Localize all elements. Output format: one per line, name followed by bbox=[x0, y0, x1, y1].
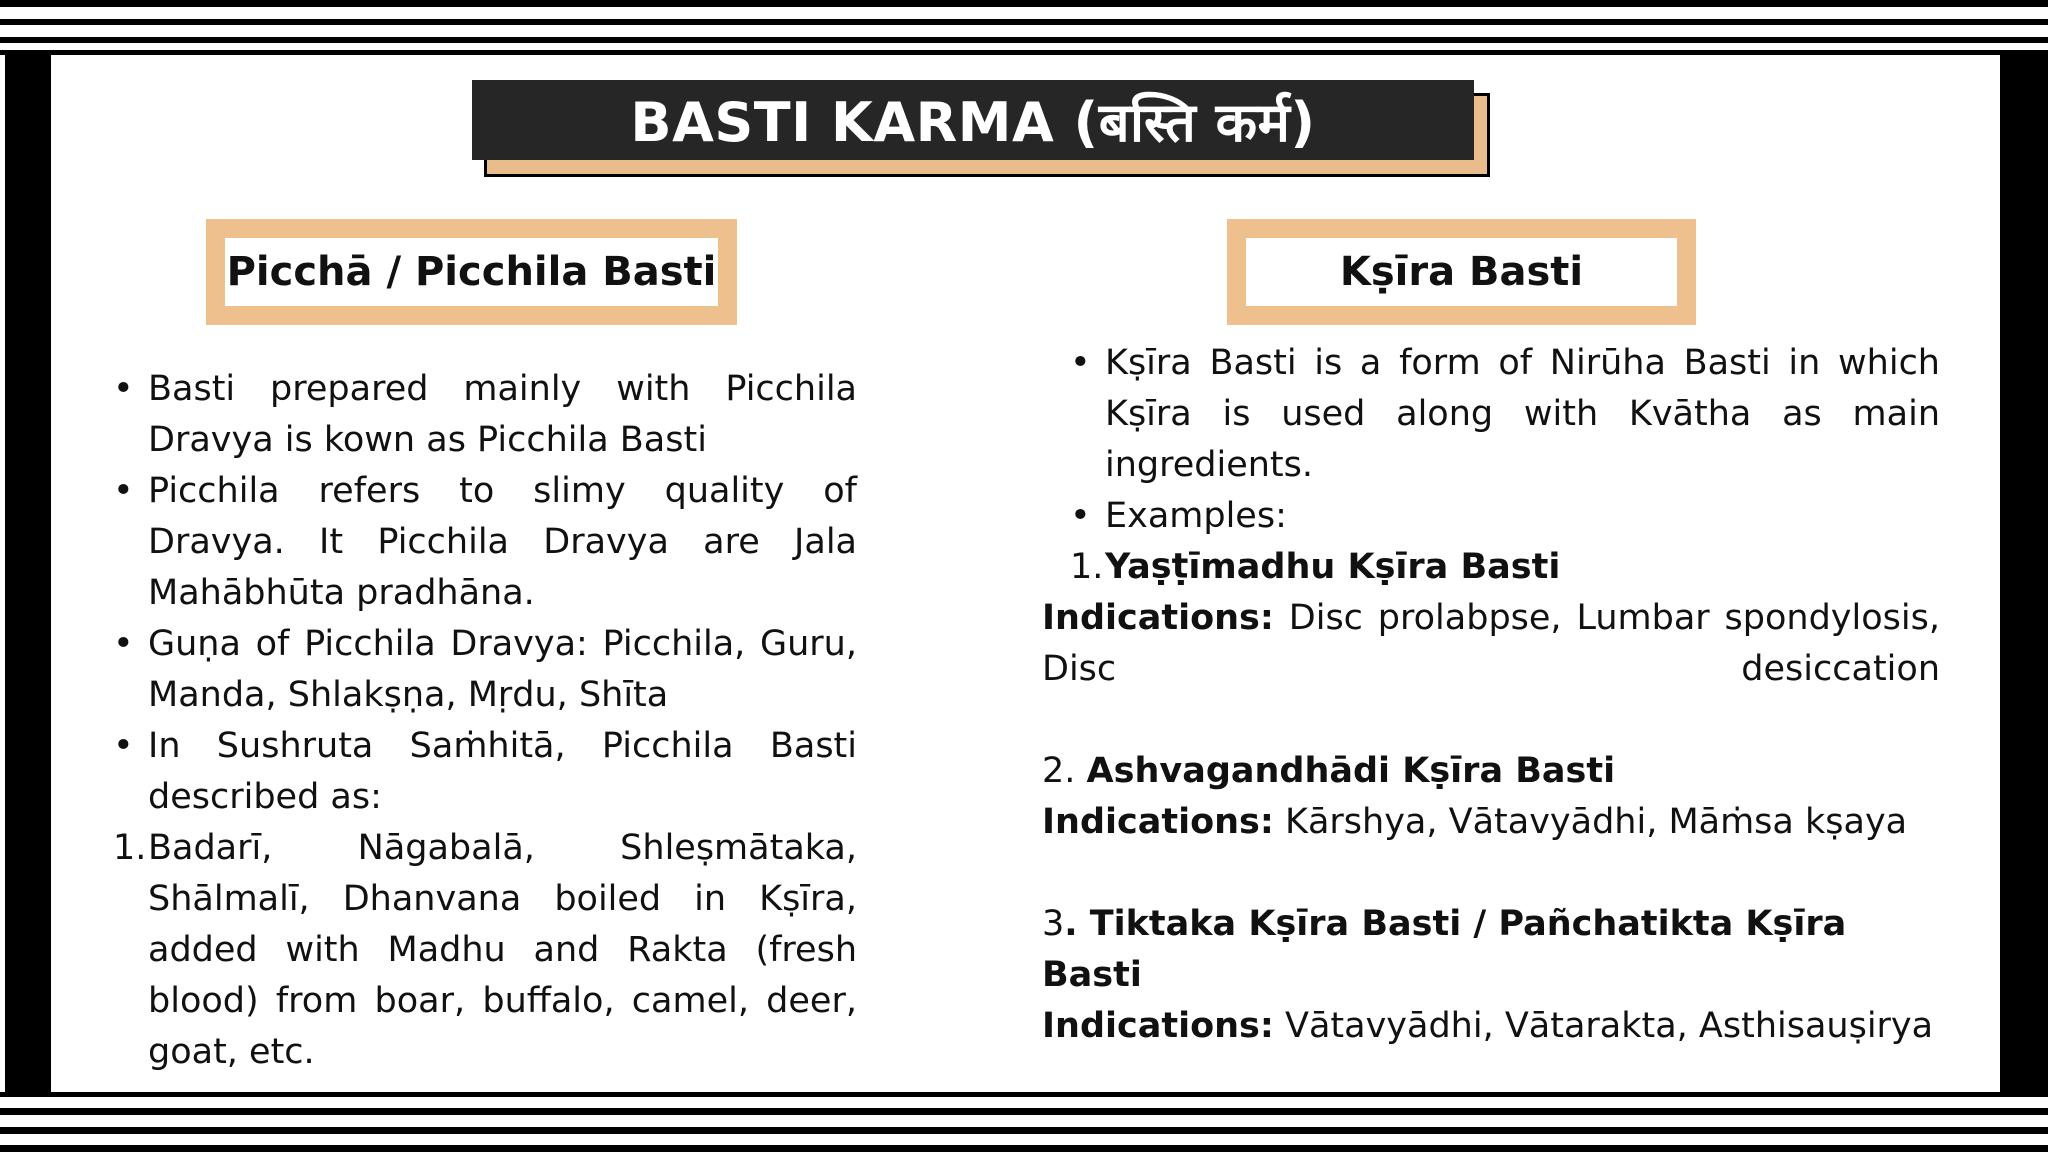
numbered-item: 1. Badarī, Nāgabalā, Shleṣmātaka, Shālmalī, Dhanvana boiled in Kṣīra, added with Madhu and Rakta (fresh blood) from boar, buffalo, camel, deer, goat, etc. bbox=[113, 828, 857, 1072]
example-title-2: 2. Ashvagandhādi Kṣīra Basti bbox=[1042, 751, 1616, 791]
list-item: • Basti prepared mainly with Picchila Dravya is kown as Picchila Basti bbox=[113, 364, 857, 466]
list-item: • Kṣīra Basti is a form of Nirūha Basti in which Kṣīra is used along with Kvātha as main ingredients. bbox=[1070, 338, 1940, 491]
page-title: BASTI KARMA (बस्ति कर्म) bbox=[630, 91, 1316, 154]
top-stripe-1 bbox=[0, 0, 2048, 7]
example-title-1: 1. Yaṣṭīmadhu Kṣīra Basti bbox=[1070, 547, 1561, 587]
bottom-stripe-3 bbox=[0, 1127, 2048, 1134]
bullet-icon: • bbox=[113, 471, 134, 511]
bullet-icon: • bbox=[1070, 496, 1091, 536]
right-heading: Kṣīra Basti bbox=[1339, 249, 1584, 295]
top-stripe-3 bbox=[0, 37, 2048, 43]
bottom-stripe-1 bbox=[0, 1092, 2048, 1097]
bullet-icon: • bbox=[113, 726, 134, 766]
example-title-3: 3. Tiktaka Kṣīra Basti / Pañchatikta Kṣīra Basti bbox=[1042, 904, 1847, 995]
example-indications-2: Indications: Kārshya, Vātavyādhi, Māṁsa kṣaya bbox=[1042, 802, 1908, 842]
list-item: • In Sushruta Saṁhitā, Picchila Basti described as: bbox=[113, 721, 857, 823]
bottom-stripe-2 bbox=[0, 1108, 2048, 1115]
list-item: • Guṇa of Picchila Dravya: Picchila, Guru, Manda, Shlakṣṇa, Mṛdu, Shīta bbox=[113, 619, 857, 721]
example-indications-3: Indications: Vātavyādhi, Vātarakta, Asthisauṣirya bbox=[1042, 1006, 1934, 1046]
spacer bbox=[1042, 848, 1940, 899]
left-heading-box bbox=[206, 219, 737, 325]
right-column-content bbox=[1042, 338, 1940, 1052]
bullet-icon: • bbox=[1070, 343, 1091, 383]
title-banner bbox=[472, 80, 1474, 160]
top-stripe-2 bbox=[0, 19, 2048, 25]
top-stripe-4 bbox=[0, 50, 2048, 55]
left-column bbox=[113, 364, 857, 1078]
bottom-stripe-4 bbox=[0, 1145, 2048, 1152]
right-border bbox=[2000, 52, 2048, 1092]
bullet-icon: • bbox=[113, 369, 134, 409]
left-heading: Picchā / Picchila Basti bbox=[226, 249, 717, 295]
list-item: • Picchila refers to slimy quality of Dravya. It Picchila Dravya are Jala Mahābhūta pradhāna. bbox=[113, 466, 857, 619]
spacer bbox=[1042, 695, 1940, 746]
right-heading-box bbox=[1227, 219, 1696, 325]
left-border bbox=[5, 52, 51, 1092]
list-item: • Examples: bbox=[1070, 491, 1940, 542]
right-bullets bbox=[1042, 338, 1940, 593]
example-indications-1: Indications: Disc prolabpse, Lumbar spondylosis, Disc desiccation bbox=[1042, 598, 1940, 689]
bullet-icon: • bbox=[113, 624, 134, 664]
